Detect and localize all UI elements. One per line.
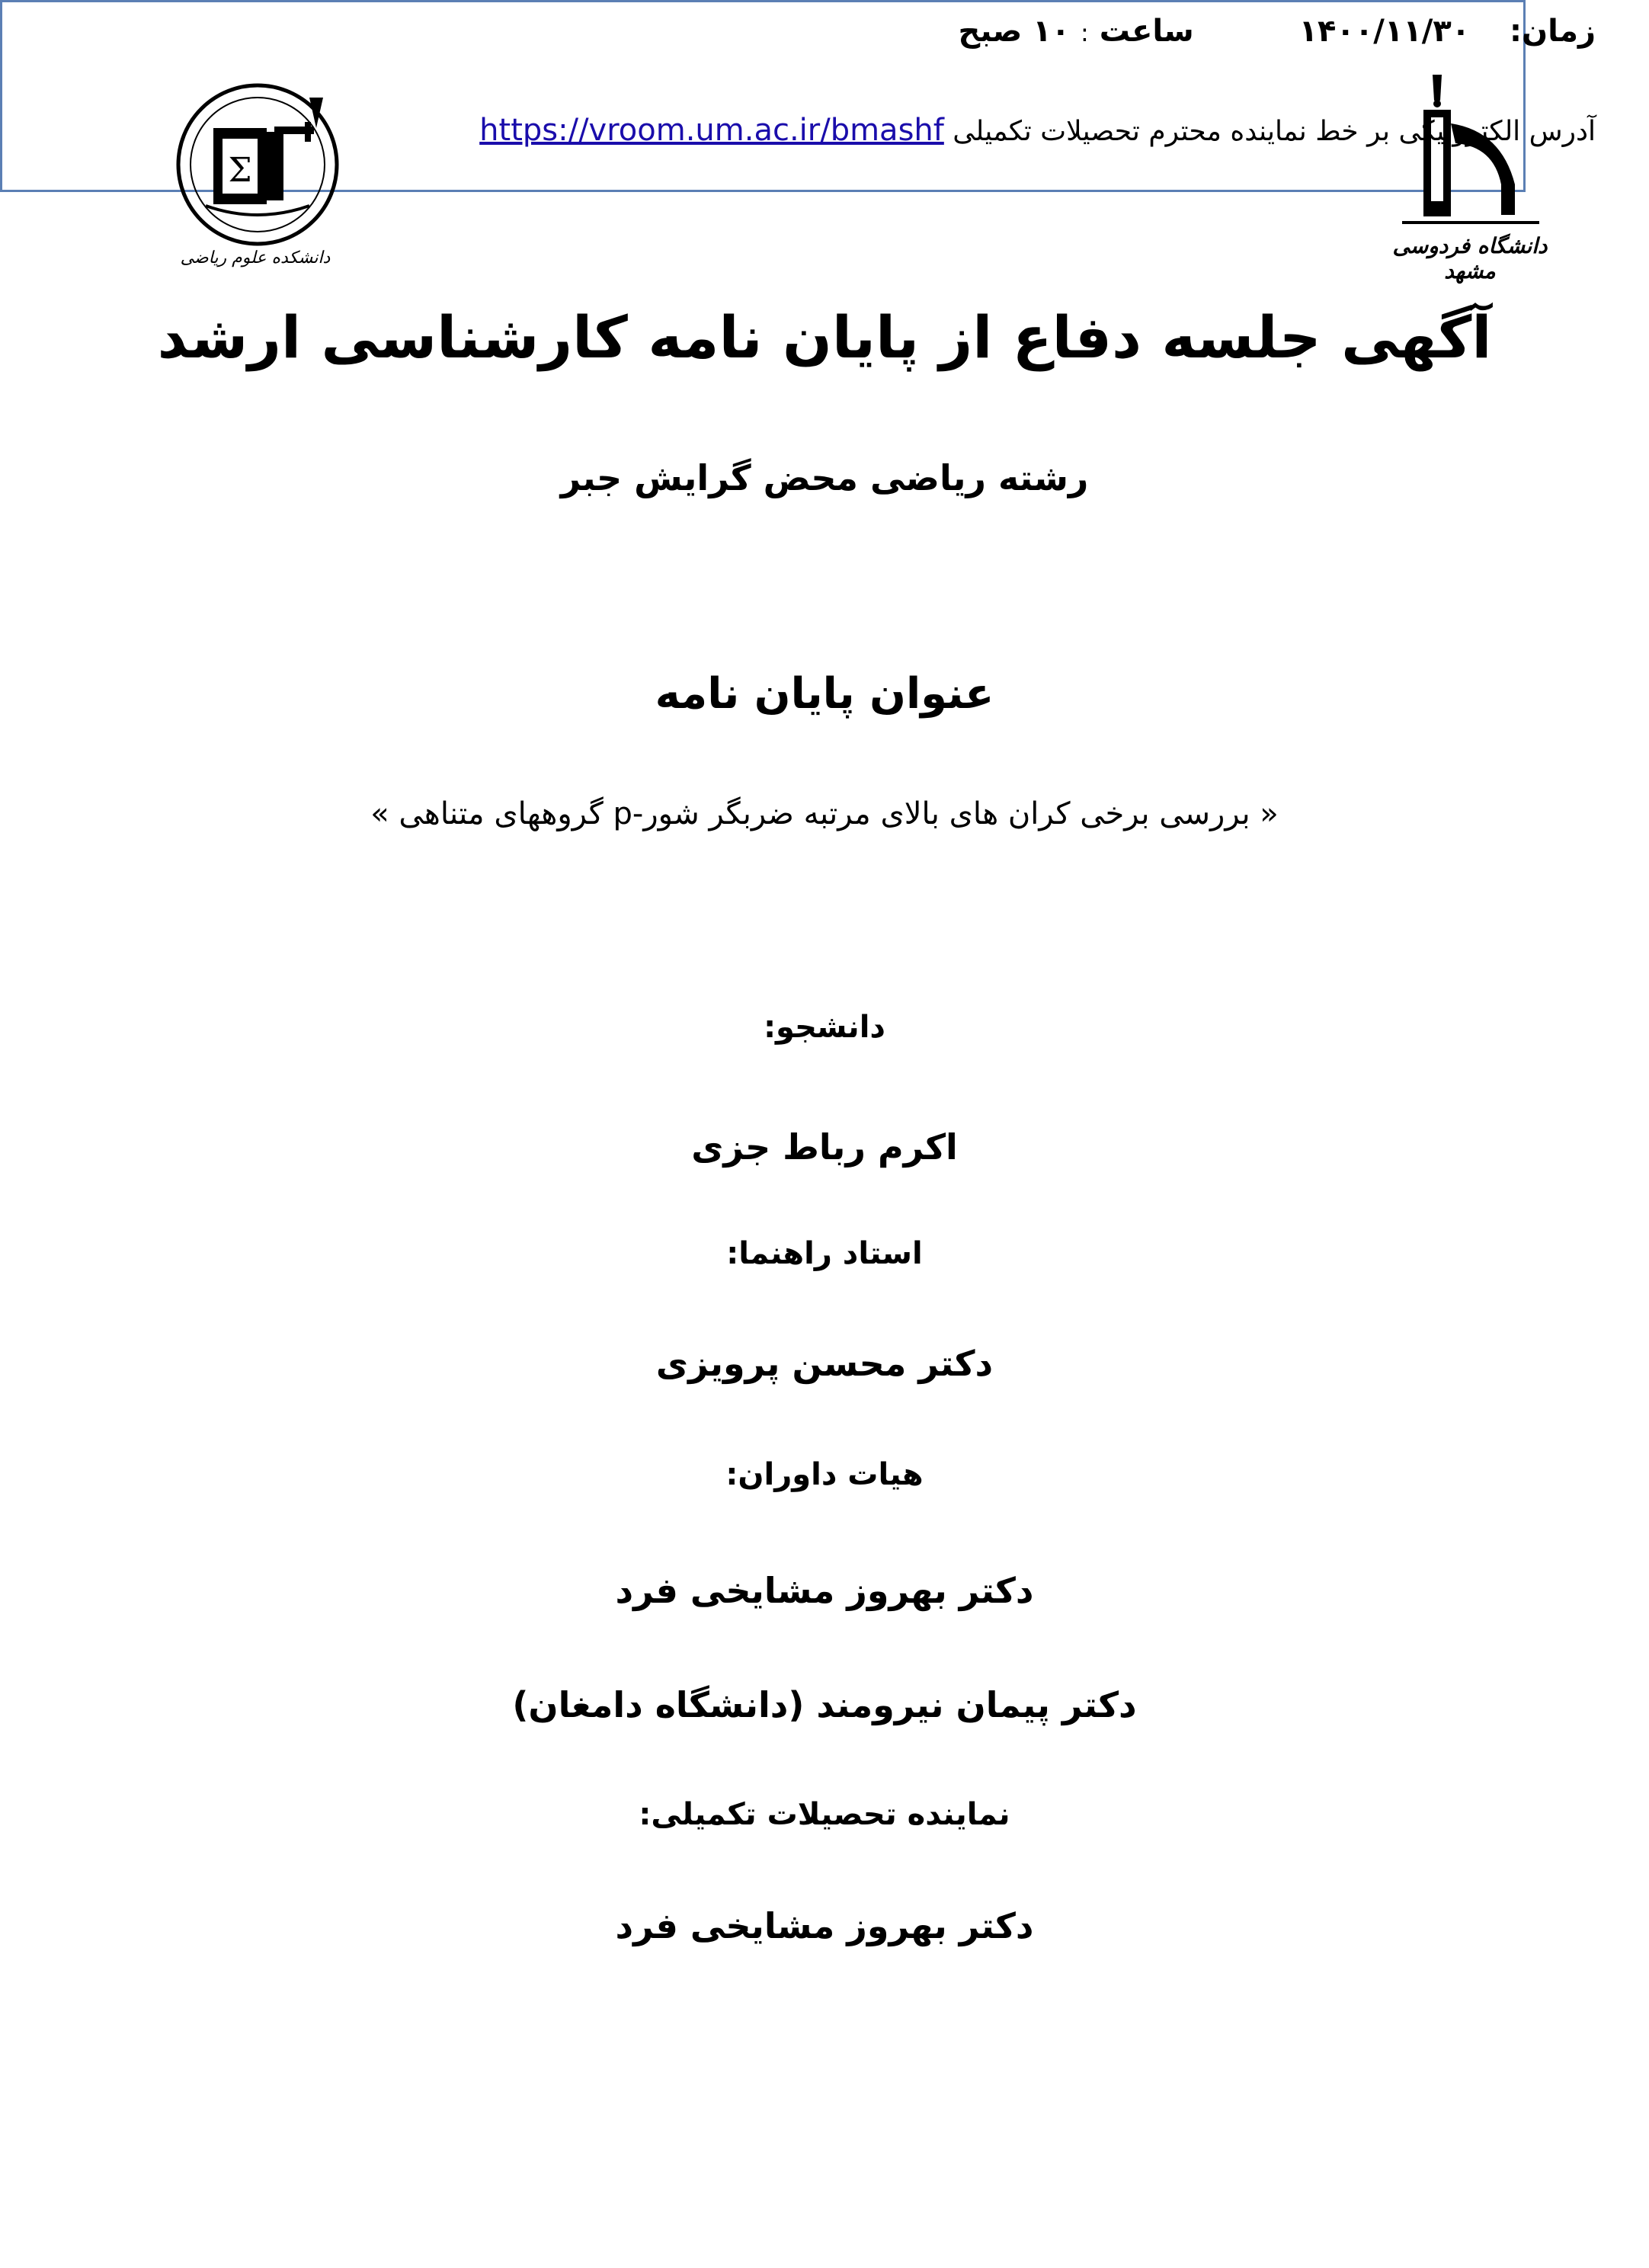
thesis-heading: عنوان پایان نامه <box>655 669 994 719</box>
advisor-label: استاد راهنما: <box>726 1236 923 1271</box>
advisor-name: دکتر محسن پرویزی <box>655 1343 994 1384</box>
referees-label: هیات داوران: <box>725 1457 924 1492</box>
student-label: دانشجو: <box>764 1010 885 1045</box>
date-value: ۱۴۰۰/۱۱/۳۰ <box>1298 14 1471 49</box>
meeting-link[interactable]: https://vroom.um.ac.ir/bmashf <box>479 113 944 148</box>
date-label: زمان: <box>1510 14 1596 49</box>
address-text: آدرس الکترونیکی بر خط نماینده محترم تحصیلات تکمیلی <box>953 116 1596 147</box>
schedule-time-row <box>959 14 1596 49</box>
thesis-title: « بررسی برخی کران های بالای مرتبه ضربگر شور-p گروههای متناهی » <box>370 796 1279 831</box>
student-name: اکرم رباط جزی <box>691 1126 958 1168</box>
svg-text:Σ: Σ <box>228 151 252 190</box>
faculty-logo <box>160 75 351 288</box>
address-row <box>479 113 1596 148</box>
university-logo <box>1387 70 1553 284</box>
field-subtitle: رشته ریاضی محض گرایش جبر <box>560 457 1089 498</box>
referee-2-name: دکتر پیمان نیرومند (دانشگاه دامغان) <box>512 1684 1137 1725</box>
page-title: آگهی جلسه دفاع از پایان نامه کارشناسی ارشد <box>157 303 1492 371</box>
time-separator: : <box>1081 18 1089 47</box>
time-label: ساعت <box>1099 14 1194 49</box>
faculty-logo-caption: دانشکده علوم ریاضی <box>180 248 331 267</box>
university-logo-caption: دانشگاه فردوسی مشهد <box>1392 233 1548 284</box>
graduate-rep-name: دکتر بهروز مشایخی فرد <box>615 1905 1034 1946</box>
referee-1-name: دکتر بهروز مشایخی فرد <box>615 1570 1034 1611</box>
time-value: ۱۰ صبح <box>958 14 1071 49</box>
graduate-rep-label: نماینده تحصیلات تکمیلی: <box>639 1797 1010 1832</box>
